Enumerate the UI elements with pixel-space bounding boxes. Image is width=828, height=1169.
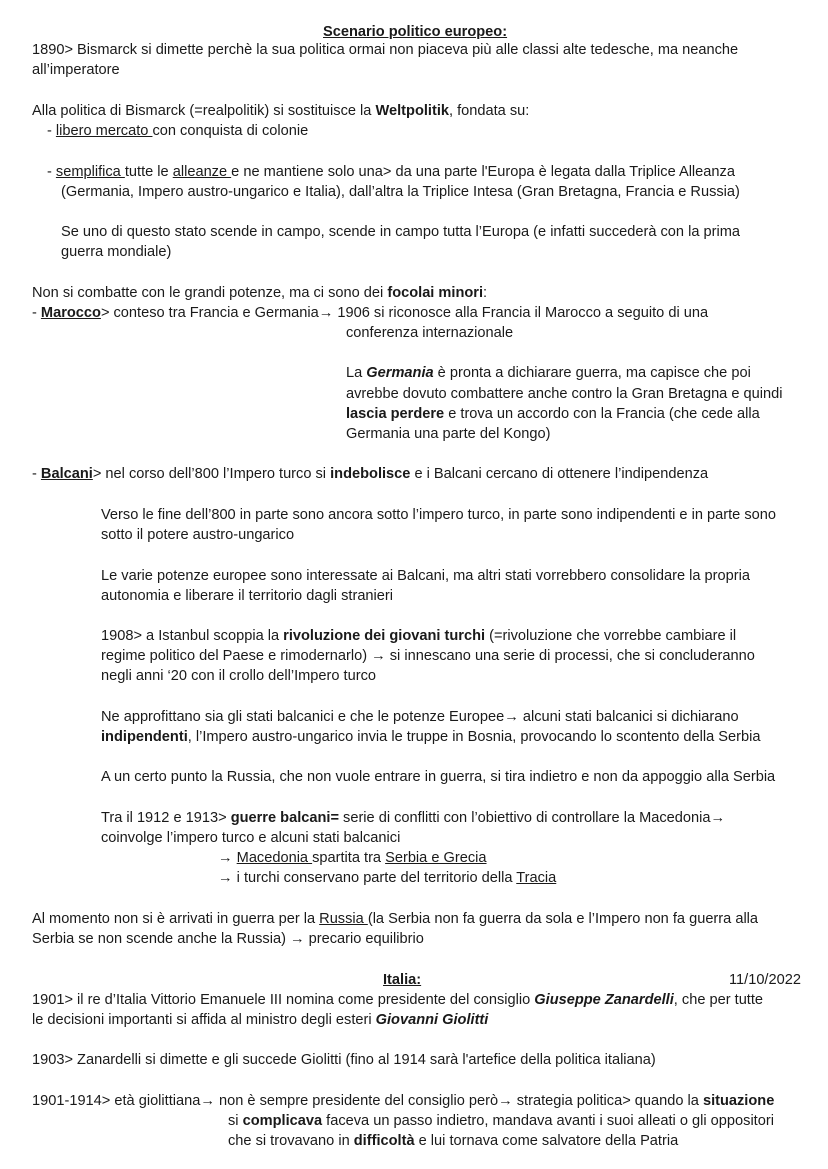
germania-line2: avrebbe dovuto combattere anche contro la Gran Bretagna e quindi bbox=[346, 386, 783, 402]
balcani-p2-line1: Le varie potenze europee sono interessate ai Balcani, ma altri stati vorrebbero consolidare la propria bbox=[101, 568, 750, 584]
russia-line1: Al momento non si è arrivati in guerra per la Russia (la Serbia non fa guerra da sola e l’Impero non fa guerra alla bbox=[32, 911, 759, 927]
macedonia-line: → Macedonia spartita tra Serbia e Grecia bbox=[218, 850, 487, 866]
balcani-p1-line2: sotto il potere austro-ungarico bbox=[101, 527, 295, 543]
bullet-alleanze-line1: - semplifica tutte le alleanze e ne mantiene solo una> da una parte l'Europa è legata dalla Triplice Alleanza bbox=[47, 164, 735, 180]
giolittiana-line1: 1901-1914> età giolittiana→ non è sempre presidente del consiglio però→ strategia politica> quando la situazione bbox=[32, 1093, 775, 1109]
giolittiana-line3: che si trovavano in difficoltà e lui tornava come salvatore della Patria bbox=[228, 1133, 679, 1149]
balcani-p1-line1: Verso le fine dell’800 in parte sono ancora sotto l’impero turco, in parte sono indipendenti e in parte sono bbox=[101, 507, 776, 523]
balcani-p3-line2: regime politico del Paese e rimodernarlo) → si innescano una serie di processi, che si concluderanno bbox=[101, 648, 755, 664]
germania-line1: La Germania è pronta a dichiarare guerra, ma capisce che poi bbox=[346, 365, 751, 381]
focolai-line: Non si combatte con le grandi potenze, ma ci sono dei focolai minori: bbox=[32, 285, 488, 301]
guerre-balcani-line2: coinvolge l’impero turco e alcuni stati balcanici bbox=[101, 830, 401, 846]
page-title: Scenario politico europeo: bbox=[323, 24, 508, 40]
guerre-balcani-line1: Tra il 1912 e 1913> guerre balcani= serie di conflitti con l’obiettivo di controllare la Macedonia→ bbox=[101, 810, 726, 826]
europe-war-line2: guerra mondiale) bbox=[61, 244, 172, 260]
balcani-p4-line2: indipendenti, l’Impero austro-ungarico invia le truppe in Bosnia, provocando lo scontento della Serbia bbox=[101, 729, 761, 745]
tracia-line: → i turchi conservano parte del territorio della Tracia bbox=[218, 870, 557, 886]
marocco-line2: conferenza internazionale bbox=[346, 325, 514, 341]
paragraph-1890-line2: all’imperatore bbox=[32, 62, 120, 78]
bullet-libero-mercato: - libero mercato con conquista di colonie bbox=[47, 123, 309, 139]
balcani-p3-line1: 1908> a Istanbul scoppia la rivoluzione dei giovani turchi (=rivoluzione che vorrebbe cambiare il bbox=[101, 628, 737, 644]
germania-line4: Germania una parte del Kongo) bbox=[346, 426, 551, 442]
balcani-p2-line2: autonomia e liberare il territorio dagli stranieri bbox=[101, 588, 394, 604]
date-label: 11/10/2022 bbox=[729, 972, 801, 988]
balcani-p5: A un certo punto la Russia, che non vuole entrare in guerra, si tira indietro e non da appoggio alla Serbia bbox=[101, 769, 776, 785]
balcani-p3-line3: negli anni ‘20 con il crollo dell’Impero turco bbox=[101, 668, 376, 684]
paragraph-1890-line1: 1890> Bismarck si dimette perchè la sua politica ormai non piaceva più alle classi alte tedesche, ma neanche bbox=[32, 42, 739, 58]
europe-war-line1: Se uno di questo stato scende in campo, scende in campo tutta l’Europa (e infatti succederà con la prima bbox=[61, 224, 741, 240]
marocco-line1: - Marocco> conteso tra Francia e Germania→ 1906 si riconosce alla Francia il Marocco a seguito di una bbox=[32, 305, 709, 321]
balcani-line: - Balcani> nel corso dell’800 l’Impero turco si indebolisce e i Balcani cercano di ottenere l’indipendenza bbox=[32, 466, 709, 482]
balcani-p4-line1: Ne approfittano sia gli stati balcanici e che le potenze Europee→ alcuni stati balcanici si dichiarano bbox=[101, 709, 739, 725]
italia-1903: 1903> Zanardelli si dimette e gli succede Giolitti (fino al 1914 sarà l'artefice della politica italiana) bbox=[32, 1052, 656, 1068]
bullet-alleanze-line2: (Germania, Impero austro-ungarico e Italia), dall’altra la Triplice Intesa (Gran Bretagna, Francia e Russia) bbox=[61, 184, 740, 200]
weltpolitik-line: Alla politica di Bismarck (=realpolitik) si sostituisce la Weltpolitik, fondata su: bbox=[32, 103, 530, 119]
italia-1901-line2: le decisioni importanti si affida al ministro degli esteri Giovanni Giolitti bbox=[32, 1012, 489, 1028]
russia-line2: Serbia se non scende anche la Russia) → precario equilibrio bbox=[32, 931, 424, 947]
italia-1901-line1: 1901> il re d’Italia Vittorio Emanuele III nomina come presidente del consiglio Giuseppe Zanardelli, che per tutte bbox=[32, 992, 764, 1008]
italia-title: Italia: bbox=[383, 972, 422, 988]
germania-line3: lascia perdere e trova un accordo con la Francia (che cede alla bbox=[346, 406, 760, 422]
giolittiana-line2: si complicava faceva un passo indietro, mandava avanti i suoi alleati o gli oppositori bbox=[228, 1113, 774, 1129]
